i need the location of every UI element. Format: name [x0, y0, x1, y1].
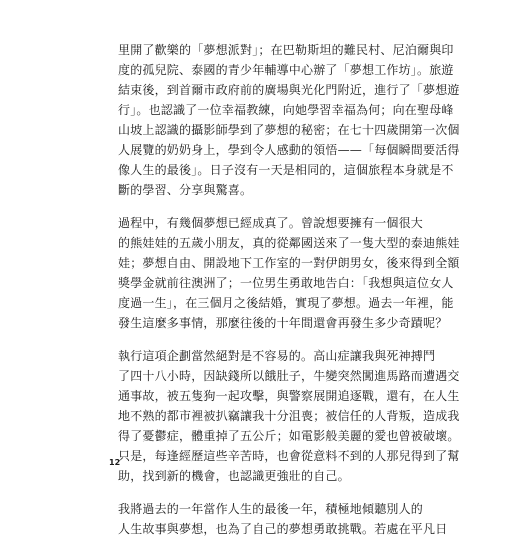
page-number: 12	[109, 458, 121, 467]
paragraph	[118, 213, 460, 333]
text-line: 山坡上認識的攝影師學到了夢想的秘密；在七十四歲開第一次個	[118, 123, 460, 137]
text-line: 娃；夢想自由、開設地下工作室的一對伊朗男女，後來得到全額	[118, 256, 460, 270]
text-line: 我將過去的一年當作人生的最後一年，積極地傾聽別人的	[118, 502, 424, 516]
text-line: 助，找到新的機會，也認識更強壯的自己。	[118, 469, 350, 483]
text-line: 斷的學習、分享與驚喜。	[118, 183, 253, 197]
text-line: 了四十八小時，因缺錢所以餓肚子，牛變突然闖進馬路而遭遇交	[118, 369, 460, 383]
text-line: 過程中，有幾個夢想已經成真了。曾說想要擁有一個很大	[118, 216, 424, 230]
text-line: 獎學金就前往澳洲了；一位男生勇敢地告白：「我想與這位女人	[118, 276, 454, 290]
text-line: 地不熟的都市裡被扒竊讓我十分沮喪；被信任的人背叛，造成我	[118, 409, 460, 423]
text-line: 結束後，到首爾市政府前的廣場與光化門附近，進行了「夢想遊	[118, 83, 460, 97]
text-line: 度過一生」，在三個月之後結婚，實現了夢想。過去一年裡，能	[118, 296, 454, 310]
text-line: 執行這項企劃當然絕對是不容易的。高山症讓我與死神搏鬥	[118, 349, 436, 363]
paragraph-spacer	[118, 200, 396, 213]
text-line: 人展覽的奶奶身上，學到令人感動的領悟——「每個瞬間要活得	[118, 143, 460, 157]
paragraph-spacer	[118, 486, 396, 499]
text-line: 像人生的最後」。日子沒有一天是相同的，這個旅程本身就是不	[118, 163, 454, 177]
text-line: 里開了歡樂的「夢想派對」；在巴勒斯坦的難民村、尼泊爾與印	[118, 43, 454, 57]
paragraph	[118, 40, 460, 200]
text-line: 通事故，被五隻狗一起攻擊，與警察展開追逐戰，還有，在人生	[118, 389, 460, 403]
text-line: 人生故事與夢想，也為了自己的夢想勇敢挑戰。若處在平凡日	[118, 522, 448, 536]
text-line: 度的孤兒院、泰國的青少年輔導中心辦了「夢想工作坊」。旅遊	[118, 63, 454, 77]
text-line: 發生這麼多事情，那麼往後的十年間還會再發生多少奇蹟呢？	[118, 316, 448, 330]
text-line: 得了憂鬱症，體重掉了五公斤；如電影般美麗的愛也曾被破壞。	[118, 429, 460, 443]
text-line: 的熊娃娃的五歲小朋友，真的從鄰國送來了一隻大型的泰迪熊娃	[118, 236, 460, 250]
text-line: 行」。也認識了一位幸福教練，向她學習幸福為何；向在聖母峰	[118, 103, 454, 117]
paragraph-spacer	[118, 333, 396, 346]
body-text	[118, 40, 460, 539]
text-line: 只是，每逢經歷這些辛苦時，也會從意料不到的人那兒得到了幫	[118, 449, 460, 463]
paragraph	[118, 499, 448, 539]
paragraph	[118, 346, 460, 486]
